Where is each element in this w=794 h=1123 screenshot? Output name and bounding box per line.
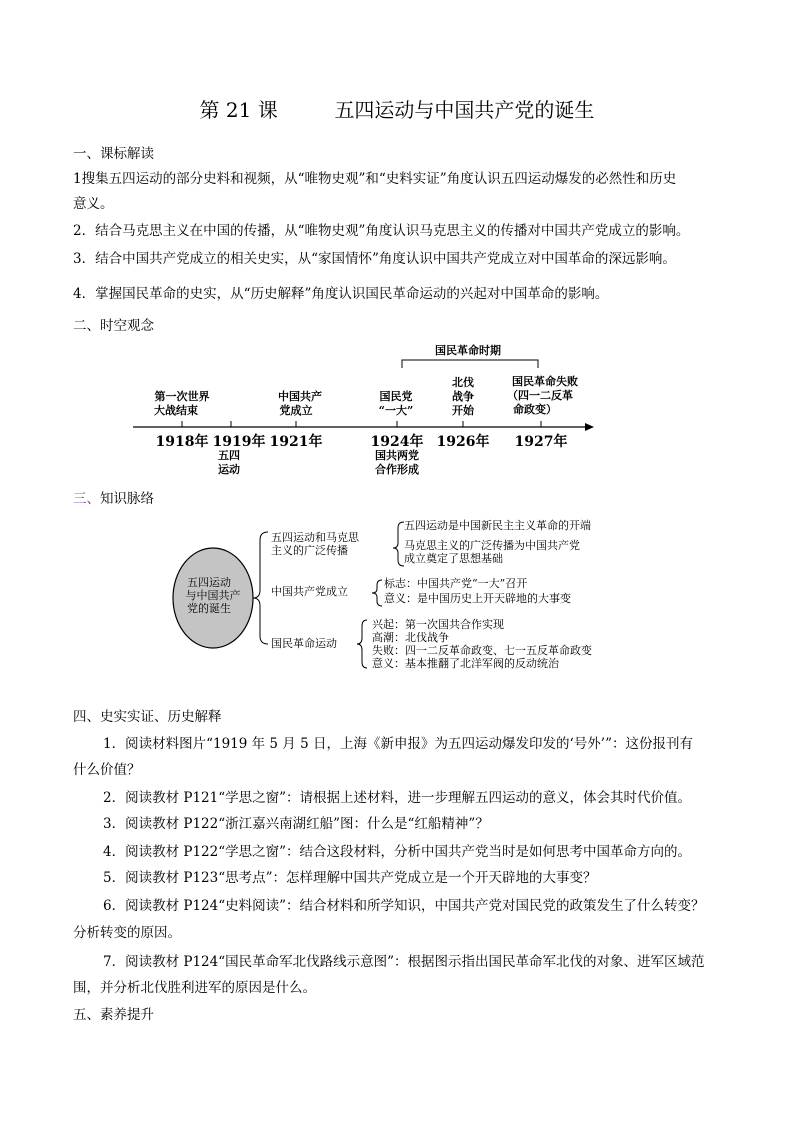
q5: 5．阅读教材 P123“思考点”：怎样理解中国共产党成立是一个开天辟地的大事变？ — [103, 870, 597, 886]
center-line2: 与中国共产 — [185, 589, 241, 602]
event-failure-line2: （四一二反革 — [507, 389, 573, 402]
event-failure-line3: 命政变） — [513, 403, 557, 416]
event-may4-line1: 五四 — [218, 449, 240, 462]
event-coop-line1: 国共两党 — [375, 449, 419, 462]
branch1-brace — [393, 522, 404, 566]
branch1-item3: 成立奠定了思想基础 — [404, 552, 503, 565]
event-ww1-line1: 第一次世界 — [154, 390, 210, 403]
q6-line-1: 6．阅读教材 P124“史料阅读”：结合材料和所学知识，中国共产党对国民党的政策发生了什么转变？ — [103, 898, 705, 914]
branch2-item2: 意义：是中国历史上开天辟地的大事变 — [384, 592, 571, 605]
branch3-item2: 高潮：北伐战争 — [372, 631, 449, 644]
q7-line-2: 围，并分析北伐胜利进军的原因是什么。 — [73, 980, 316, 996]
section-4-heading: 四、史实实证、历史解释 — [73, 709, 222, 725]
event-northern-line3: 开始 — [452, 404, 474, 417]
lesson-name: 五四运动与中国共产党的诞生 — [334, 98, 595, 122]
lesson-number: 第 21 课 — [199, 98, 278, 122]
event-ccp-line2: 党成立 — [279, 404, 313, 417]
knowledge-map — [0, 510, 794, 690]
branch3-item4: 意义：基本推翻了北洋军阀的反动统治 — [372, 657, 559, 670]
q4: 4．阅读教材 P122“学思之窗”：结合这段材料，分析中国共产党当时是如何思考中国革命方向的。 — [103, 844, 692, 860]
s1-item-4: 4．掌握国民革命的史实，从“历史解释”角度认识国民革命运动的兴起对中国革命的影响。 — [73, 286, 609, 302]
q6-line-2: 分析转变的原因。 — [73, 925, 181, 941]
period-label: 国民革命时期 — [435, 344, 501, 357]
s1-item-2: 2．结合马克思主义在中国的传播，从“唯物史观”角度认识马克思主义的传播对中国共产党成立的影响。 — [73, 223, 690, 239]
branch1-line1: 五四运动和马克思 — [271, 531, 359, 544]
branch2-item1: 标志：中国共产党“一大”召开 — [384, 577, 528, 590]
year-1926: 1926年 — [436, 434, 490, 450]
section-3-heading — [73, 490, 154, 508]
s1-item-1-line-2: 意义。 — [73, 196, 114, 212]
q7-line-1: 7．阅读教材 P124“国民革命军北伐路线示意图”：根据图示指出国民革命军北伐的对象、进军区域范 — [103, 954, 705, 970]
event-failure-line1: 国民革命失败 — [512, 375, 578, 388]
year-1924: 1924年 — [370, 434, 424, 450]
q2: 2．阅读教材 P121“学思之窗”：请根据上述材料，进一步理解五四运动的意义，体会其时代价值。 — [103, 790, 692, 806]
year-1919: 1919年 — [212, 434, 266, 450]
center-line1: 五四运动 — [187, 576, 231, 589]
q3: 3．阅读教材 P122“浙江嘉兴南湖红船”图：什么是“红船精神”？ — [103, 816, 489, 832]
event-may4-line2: 运动 — [218, 463, 240, 476]
event-northern-line1: 北伐 — [452, 376, 474, 389]
section-3-number: 三、 — [73, 491, 100, 507]
q1-line-1: 1．阅读材料图片“1919 年 5 月 5 日，上海《新申报》为五四运动爆发印发的‘号外’”：这份报刊有 — [103, 736, 693, 752]
branch2-label: 中国共产党成立 — [271, 585, 348, 598]
q1-line-2: 什么价值？ — [73, 762, 141, 778]
event-kmt-line1: 国民党 — [379, 390, 413, 403]
event-ccp-line1: 中国共产 — [278, 390, 322, 403]
period-bracket — [402, 360, 538, 368]
year-1927: 1927年 — [514, 434, 568, 450]
branch2-brace — [372, 580, 382, 606]
year-1918: 1918年 — [155, 434, 209, 450]
section-3-title: 知识脉络 — [100, 491, 154, 507]
year-1921: 1921年 — [269, 434, 323, 450]
center-line3: 党的诞生 — [187, 602, 231, 615]
section-1-heading: 一、课标解读 — [73, 146, 154, 162]
s1-item-1-line-1: 1搜集五四运动的部分史料和视频，从“唯物史观”和“史料实证”角度认识五四运动爆发的必然性和历史 — [73, 171, 677, 187]
event-ww1-line2: 大战结束 — [154, 404, 198, 417]
branch3-item3: 失败：四一二反革命政变、七一五反革命政变 — [372, 644, 592, 657]
page-title — [0, 97, 794, 123]
branch1-line2: 主义的广泛传播 — [271, 544, 348, 557]
section-5-heading: 五、素养提升 — [73, 1007, 154, 1023]
branch3-label: 国民革命运动 — [271, 637, 337, 650]
branch1-item1: 五四运动是中国新民主主义革命的开端 — [404, 519, 591, 532]
main-brace — [253, 532, 268, 644]
s1-item-3: 3．结合中国共产党成立的相关史实，从“家国情怀”角度认识中国共产党成立对中国革命的深远影响。 — [73, 251, 676, 267]
branch1-item2: 马克思主义的广泛传播为中国共产党 — [404, 539, 580, 552]
branch3-brace — [357, 620, 367, 668]
section-2-heading: 二、时空观念 — [73, 318, 154, 334]
event-coop-line2: 合作形成 — [375, 463, 419, 476]
event-kmt-line2: “一大” — [378, 404, 414, 417]
event-northern-line2: 战争 — [452, 390, 474, 403]
branch3-item1: 兴起：第一次国共合作实现 — [372, 618, 504, 631]
timeline — [0, 338, 794, 478]
timeline-arrow-icon — [585, 423, 594, 431]
